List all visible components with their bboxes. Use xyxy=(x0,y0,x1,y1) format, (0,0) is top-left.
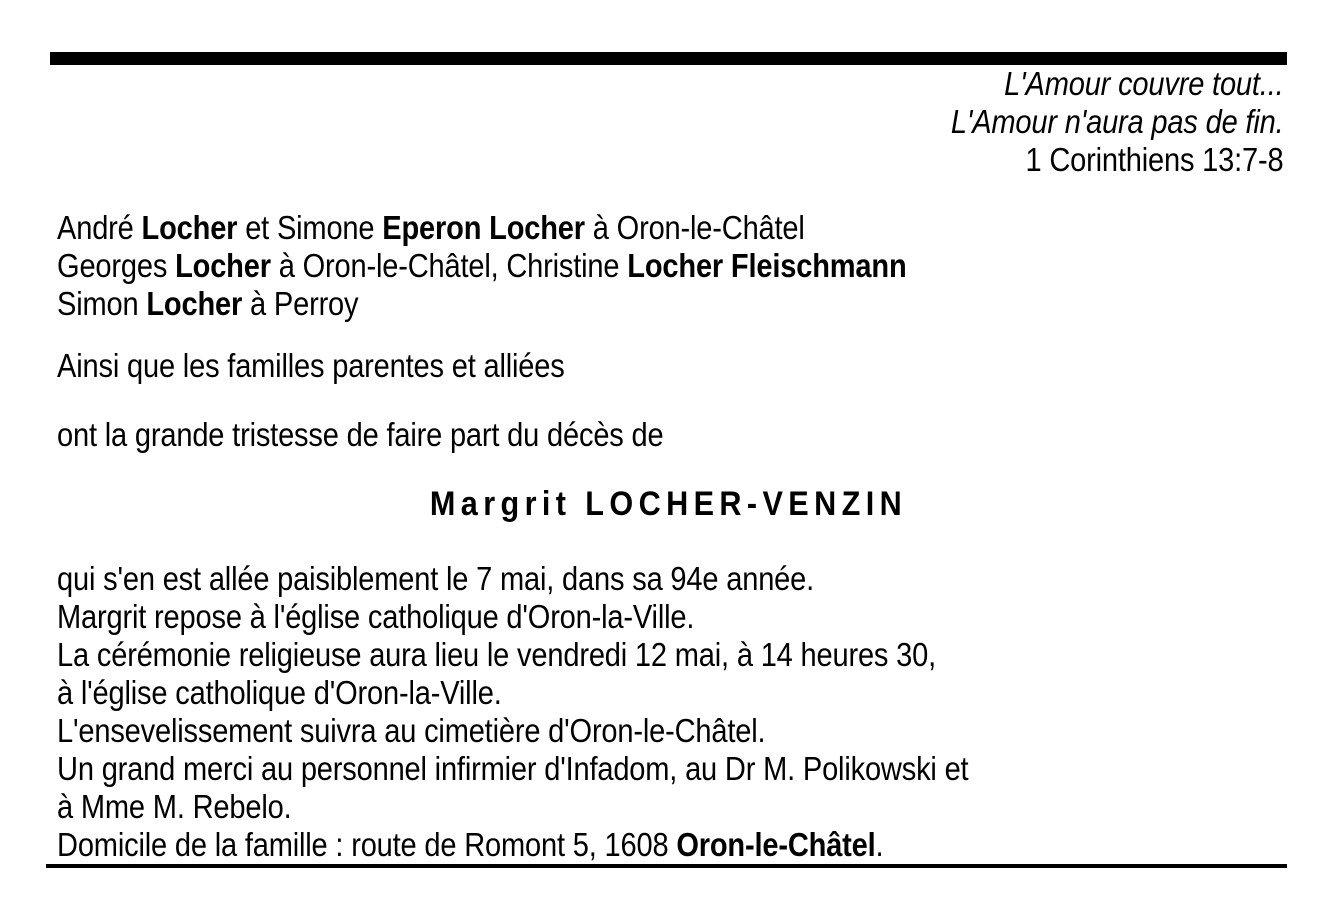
detail-line-death: qui s'en est allée paisiblement le 7 mai, dans sa 94e année. xyxy=(57,560,815,597)
text-segment: Simon xyxy=(57,285,147,322)
detail-line-address xyxy=(57,826,1139,864)
address-place: Oron-le-Châtel xyxy=(676,826,876,863)
family-name: Locher xyxy=(146,285,243,322)
epigraph-reference: 1 Corinthiens 13:7-8 xyxy=(1025,141,1284,178)
epigraph xyxy=(198,65,1287,179)
text-segment: . xyxy=(875,826,884,863)
epigraph-quote-line-2: L'Amour n'aura pas de fin. xyxy=(950,103,1284,140)
detail-line-ceremony: La cérémonie religieuse aura lieu le vendredi 12 mai, à 14 heures 30, xyxy=(57,636,937,673)
deceased-name: Margrit LOCHER-VENZIN xyxy=(429,485,908,523)
text-segment: à Oron-le-Châtel, Christine xyxy=(270,247,628,284)
family-name: Eperon Locher xyxy=(382,209,585,246)
text-segment: à Oron-le-Châtel xyxy=(584,209,805,246)
notice-content xyxy=(50,0,1287,868)
detail-line-burial: L'ensevelissement suivra au cimetière d'Oron-le-Châtel. xyxy=(57,712,766,749)
family-name: Locher Fleischmann xyxy=(627,247,907,284)
family-name: Locher xyxy=(175,247,271,284)
announcers-paragraph xyxy=(50,209,1139,323)
text-segment: Domicile de la famille : route de Romont 5, 1608 xyxy=(57,826,677,863)
bottom-rule xyxy=(46,864,1287,868)
epigraph-quote-line-1: L'Amour couvre tout... xyxy=(1004,65,1284,102)
text-segment: et Simone xyxy=(237,209,383,246)
detail-line-thanks: Un grand merci au personnel infirmier d'Infadom, au Dr M. Polikowski et xyxy=(57,750,969,787)
detail-line-thanks-2: à Mme M. Rebelo. xyxy=(57,788,292,825)
announcement-line: ont la grande tristesse de faire part du décès de xyxy=(57,416,664,453)
details-paragraph xyxy=(50,560,1139,864)
detail-line-repose: Margrit repose à l'église catholique d'Oron-la-Ville. xyxy=(57,598,695,635)
families-line: Ainsi que les familles parentes et alliées xyxy=(57,347,565,384)
announcer-line-2 xyxy=(57,247,1139,285)
family-name: Locher xyxy=(141,209,238,246)
announcer-line-3 xyxy=(57,285,1139,323)
detail-line-ceremony-place: à l'église catholique d'Oron-la-Ville. xyxy=(57,674,502,711)
text-segment: Georges xyxy=(57,247,176,284)
text-segment: à Perroy xyxy=(242,285,359,322)
top-rule xyxy=(50,52,1287,65)
text-segment: André xyxy=(57,209,142,246)
announcer-line-1 xyxy=(57,209,1139,247)
